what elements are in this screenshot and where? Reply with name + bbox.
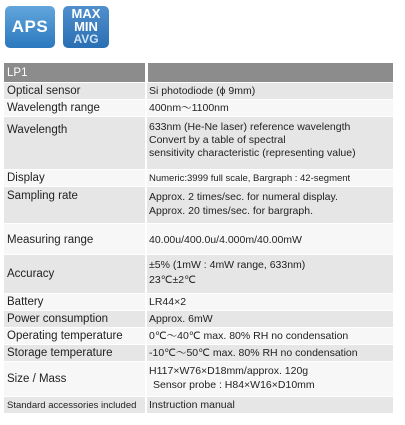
spec-row-wavelength (4, 116, 393, 169)
spec-value: Si photodiode (ϕ 9mm) (149, 85, 256, 97)
spec-row-battery (4, 293, 393, 310)
column-divider (145, 345, 147, 361)
spec-row-storage-temperature (4, 344, 393, 361)
column-divider (145, 170, 147, 186)
spec-row-optical-sensor (4, 82, 393, 99)
spec-value: ±5% (1mW : 4mW range, 633nm) (149, 259, 306, 271)
spec-value: Convert by a table of spectral (149, 134, 286, 146)
avg-label: AVG (73, 32, 99, 46)
spec-value: sensitivity characteristic (representing value) (149, 147, 356, 159)
spec-value: Numeric:3999 full scale, Bargraph : 42-segment (149, 173, 351, 184)
spec-value: 400nm～1100nm (149, 102, 229, 114)
spec-label: Power consumption (7, 313, 108, 325)
spec-value: Approx. 6mW (149, 313, 213, 325)
column-divider (145, 397, 147, 413)
spec-row-accuracy (4, 254, 393, 293)
spec-table-header (4, 62, 393, 82)
spec-label: Wavelength range (7, 102, 100, 114)
spec-label: Wavelength (7, 124, 68, 136)
spec-row-measuring-range (4, 223, 393, 254)
spec-row-wavelength-range (4, 99, 393, 116)
spec-label: Measuring range (7, 234, 94, 246)
spec-table (4, 62, 393, 413)
spec-value: Approx. 20 times/sec. for bargraph. (149, 205, 313, 217)
spec-value: 23℃±2℃ (149, 274, 196, 286)
column-divider (145, 117, 147, 169)
spec-value: H117×W76×D18mm/approx. 120g (149, 365, 309, 377)
spec-label: Sampling rate (7, 190, 78, 202)
spec-value: Sensor probe : H84×W16×D10mm (153, 379, 315, 391)
model-name: LP1 (7, 67, 28, 79)
column-divider (145, 311, 147, 327)
column-divider (145, 328, 147, 344)
aps-icon: APS (5, 6, 55, 48)
spec-value: LR44×2 (149, 296, 187, 308)
spec-value: Instruction manual (149, 399, 235, 411)
spec-row-sampling-rate (4, 186, 393, 223)
column-divider (145, 100, 147, 116)
spec-label: Accuracy (7, 268, 55, 280)
column-divider (145, 362, 147, 396)
column-divider (145, 294, 147, 310)
spec-label: Battery (7, 296, 44, 308)
column-divider (145, 83, 147, 99)
spec-value: 0℃～40℃ max. 80% RH no condensation (149, 330, 349, 342)
column-divider (145, 187, 147, 223)
column-divider (145, 63, 148, 82)
spec-label: Size / Mass (7, 373, 67, 385)
spec-value: Approx. 2 times/sec. for numeral display. (149, 191, 338, 203)
spec-row-display (4, 169, 393, 186)
spec-value: 40.00u/400.0u/4.000m/40.00mW (149, 234, 302, 246)
spec-label: Display (7, 172, 45, 184)
min-label: MIN (74, 19, 98, 34)
spec-value: 633nm (He-Ne laser) reference wavelength (149, 121, 351, 133)
spec-label: Optical sensor (7, 85, 81, 97)
column-divider (145, 224, 147, 254)
max-min-avg-icon (63, 6, 109, 48)
spec-row-standard-accessories (4, 396, 393, 413)
spec-label: Operating temperature (7, 330, 123, 342)
spec-value: -10℃～50℃ max. 80% RH no condensation (149, 347, 358, 359)
column-divider (145, 255, 147, 293)
spec-row-size-mass (4, 361, 393, 396)
max-label: MAX (71, 6, 101, 21)
spec-label: Standard accessories included (7, 400, 137, 411)
spec-row-operating-temperature (4, 327, 393, 344)
spec-label: Storage temperature (7, 347, 113, 359)
spec-row-power-consumption (4, 310, 393, 327)
